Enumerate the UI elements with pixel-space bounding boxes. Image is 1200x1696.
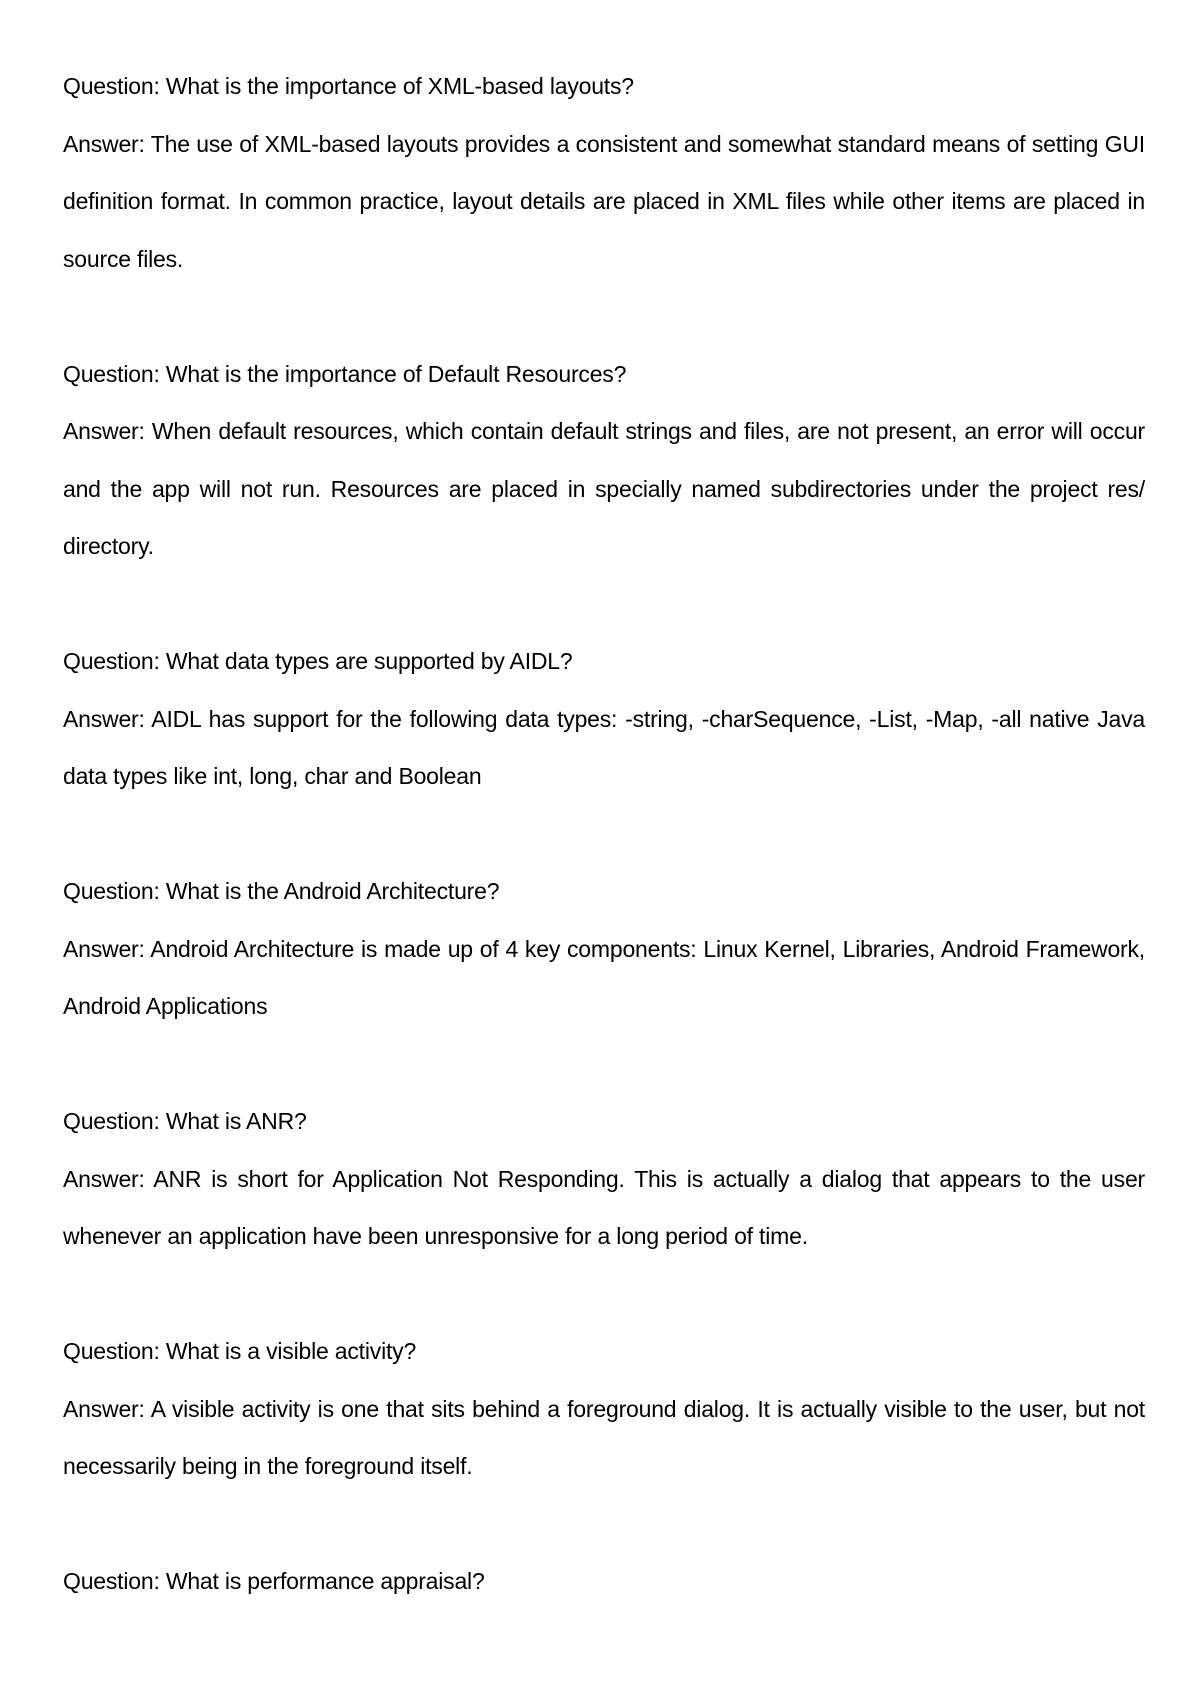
question-text: Question: What is a visible activity?: [63, 1338, 417, 1364]
qa-item: [63, 863, 1145, 1036]
answer-text: Answer: The use of XML-based layouts provides a consistent and somewhat standard means of setting GUI definition format. In common practice, layout details are placed in XML files while other items are placed in source files.: [63, 130, 1145, 272]
answer-text: Answer: A visible activity is one that sits behind a foreground dialog. It is actually visible to the user, but not necessarily being in the foreground itself.: [63, 1395, 1145, 1479]
qa-item: [63, 1323, 1145, 1496]
answer-text: Answer: ANR is short for Application Not Responding. This is actually a dialog that appears to the user whenever an application have been unresponsive for a long period of time.: [63, 1165, 1145, 1249]
qa-item: [63, 346, 1145, 576]
qa-item: [63, 1553, 1145, 1611]
question-text: Question: What is the Android Architecture?: [63, 878, 500, 904]
qa-item: [63, 633, 1145, 806]
question-text: Question: What is ANR?: [63, 1108, 307, 1134]
question-text: Question: What is performance appraisal?: [63, 1568, 485, 1594]
answer-text: Answer: AIDL has support for the following data types: -string, -charSequence, -List, -Map, -all native Java data types like int, long, char and Boolean: [63, 705, 1145, 789]
qa-item: [63, 58, 1145, 288]
question-text: Question: What is the importance of XML-based layouts?: [63, 73, 634, 99]
question-text: Question: What is the importance of Default Resources?: [63, 360, 627, 387]
qa-item: [63, 1093, 1145, 1266]
question-text: Question: What data types are supported by AIDL?: [63, 648, 573, 674]
document-page: [63, 58, 1145, 1668]
answer-text: Answer: Android Architecture is made up of 4 key components: Linux Kernel, Libraries, Android Framework, Android Applications: [63, 935, 1145, 1019]
answer-text: Answer: When default resources, which contain default strings and files, are not present, an error will occur and the app will not run. Resources are placed in specially named subdirectories under the project res/ directory.: [63, 418, 1145, 559]
